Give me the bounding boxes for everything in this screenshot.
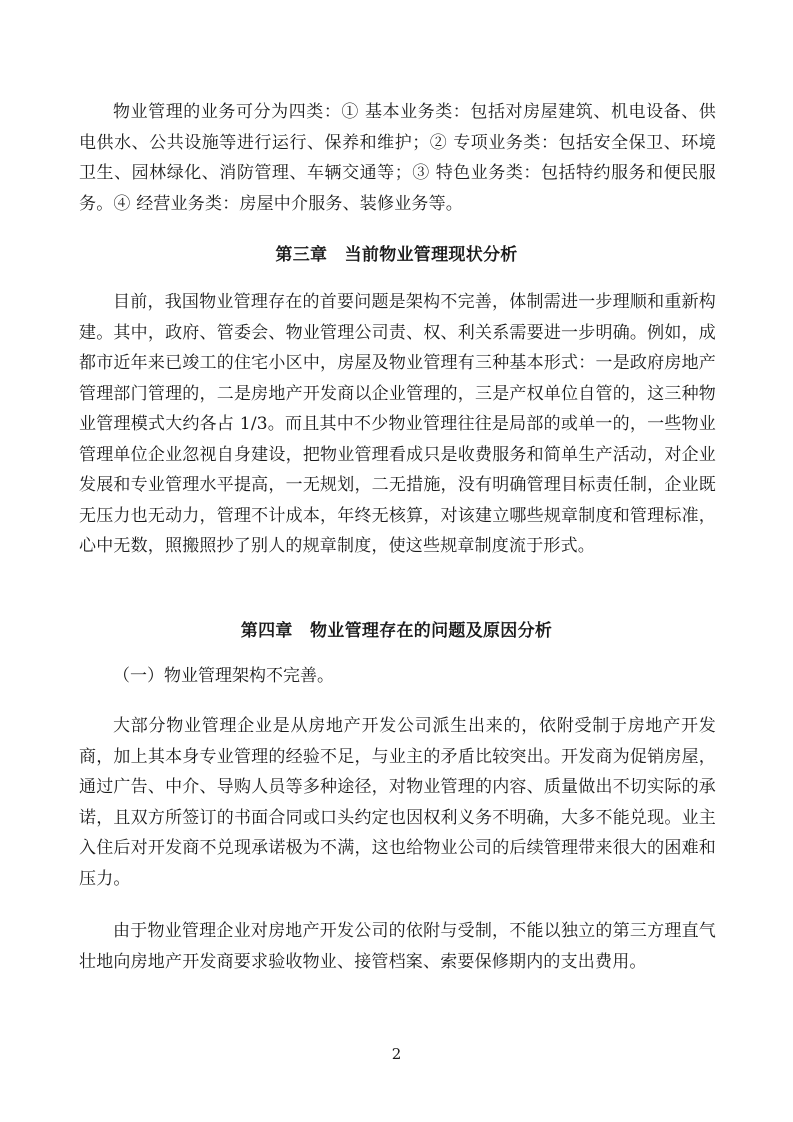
page-number: 2 <box>391 1045 402 1063</box>
paragraph-developer-dependence: 大部分物业管理企业是从房地产开发公司派生出来的，依附受制于房地产开发商，加上其本身专业管理的经验不足，与业主的矛盾比较突出。开发商为促销房屋，通过广告、中介、导购人员等多种途径，对物业管理的内容、质量做出不切实际的承诺，且双方所签订的书面合同或口头约定也因权利义务不明确，大多不能兑现。业主入住后对开发商不兑现承诺极为不满，这也给物业公司的后续管理带来很大的困难和压力。 <box>79 716 716 889</box>
paragraph-business-types: 物业管理的业务可分为四类：① 基本业务类：包括对房屋建筑、机电设备、供电供水、公共设施等进行运行、保养和维护；② 专项业务类：包括安全保卫、环境卫生、园林绿化、消防管理、车辆交通等；③ 特色业务类：包括特约服务和便民服务。④ 经营业务类：房屋中介服务、装修业务等。 <box>79 102 716 214</box>
chapter-3-heading: 第三章 当前物业管理现状分析 <box>275 245 518 265</box>
chapter-4-heading: 第四章 物业管理存在的问题及原因分析 <box>240 621 553 641</box>
paragraph-current-status: 目前，我国物业管理存在的首要问题是架构不完善，体制需进一步理顺和重新构建。其中，政府、管委会、物业管理公司责、权、利关系需要进一步明确。例如，成都市近年来已竣工的住宅小区中，房屋及物业管理有三种基本形式：一是政府房地产管理部门管理的，二是房地产开发商以企业管理的，三是产权单位自管的，这三种物业管理模式大约各占 1/3。而且其中不少物业管理往往是局部的或单一的，一些物业管理单位企业忽视自身建设，把物业管理看成只是收费服务和简单生产活动，对企业发展和专业管理水平提高，一无规划，二无措施，没有明确管理目标责任制，企业既无压力也无动力，管理不计成本，年终无核算，对该建立哪些规章制度和管理标准，心中无数，照搬照抄了别人的规章制度，使这些规章制度流于形式。 <box>79 292 716 556</box>
section-1-heading: （一）物业管理架构不完善。 <box>113 666 334 686</box>
paragraph-third-party: 由于物业管理企业对房地产开发公司的依附与受制，不能以独立的第三方理直气壮地向房地产开发商要求验收物业、接管档案、索要保修期内的支出费用。 <box>79 921 716 972</box>
